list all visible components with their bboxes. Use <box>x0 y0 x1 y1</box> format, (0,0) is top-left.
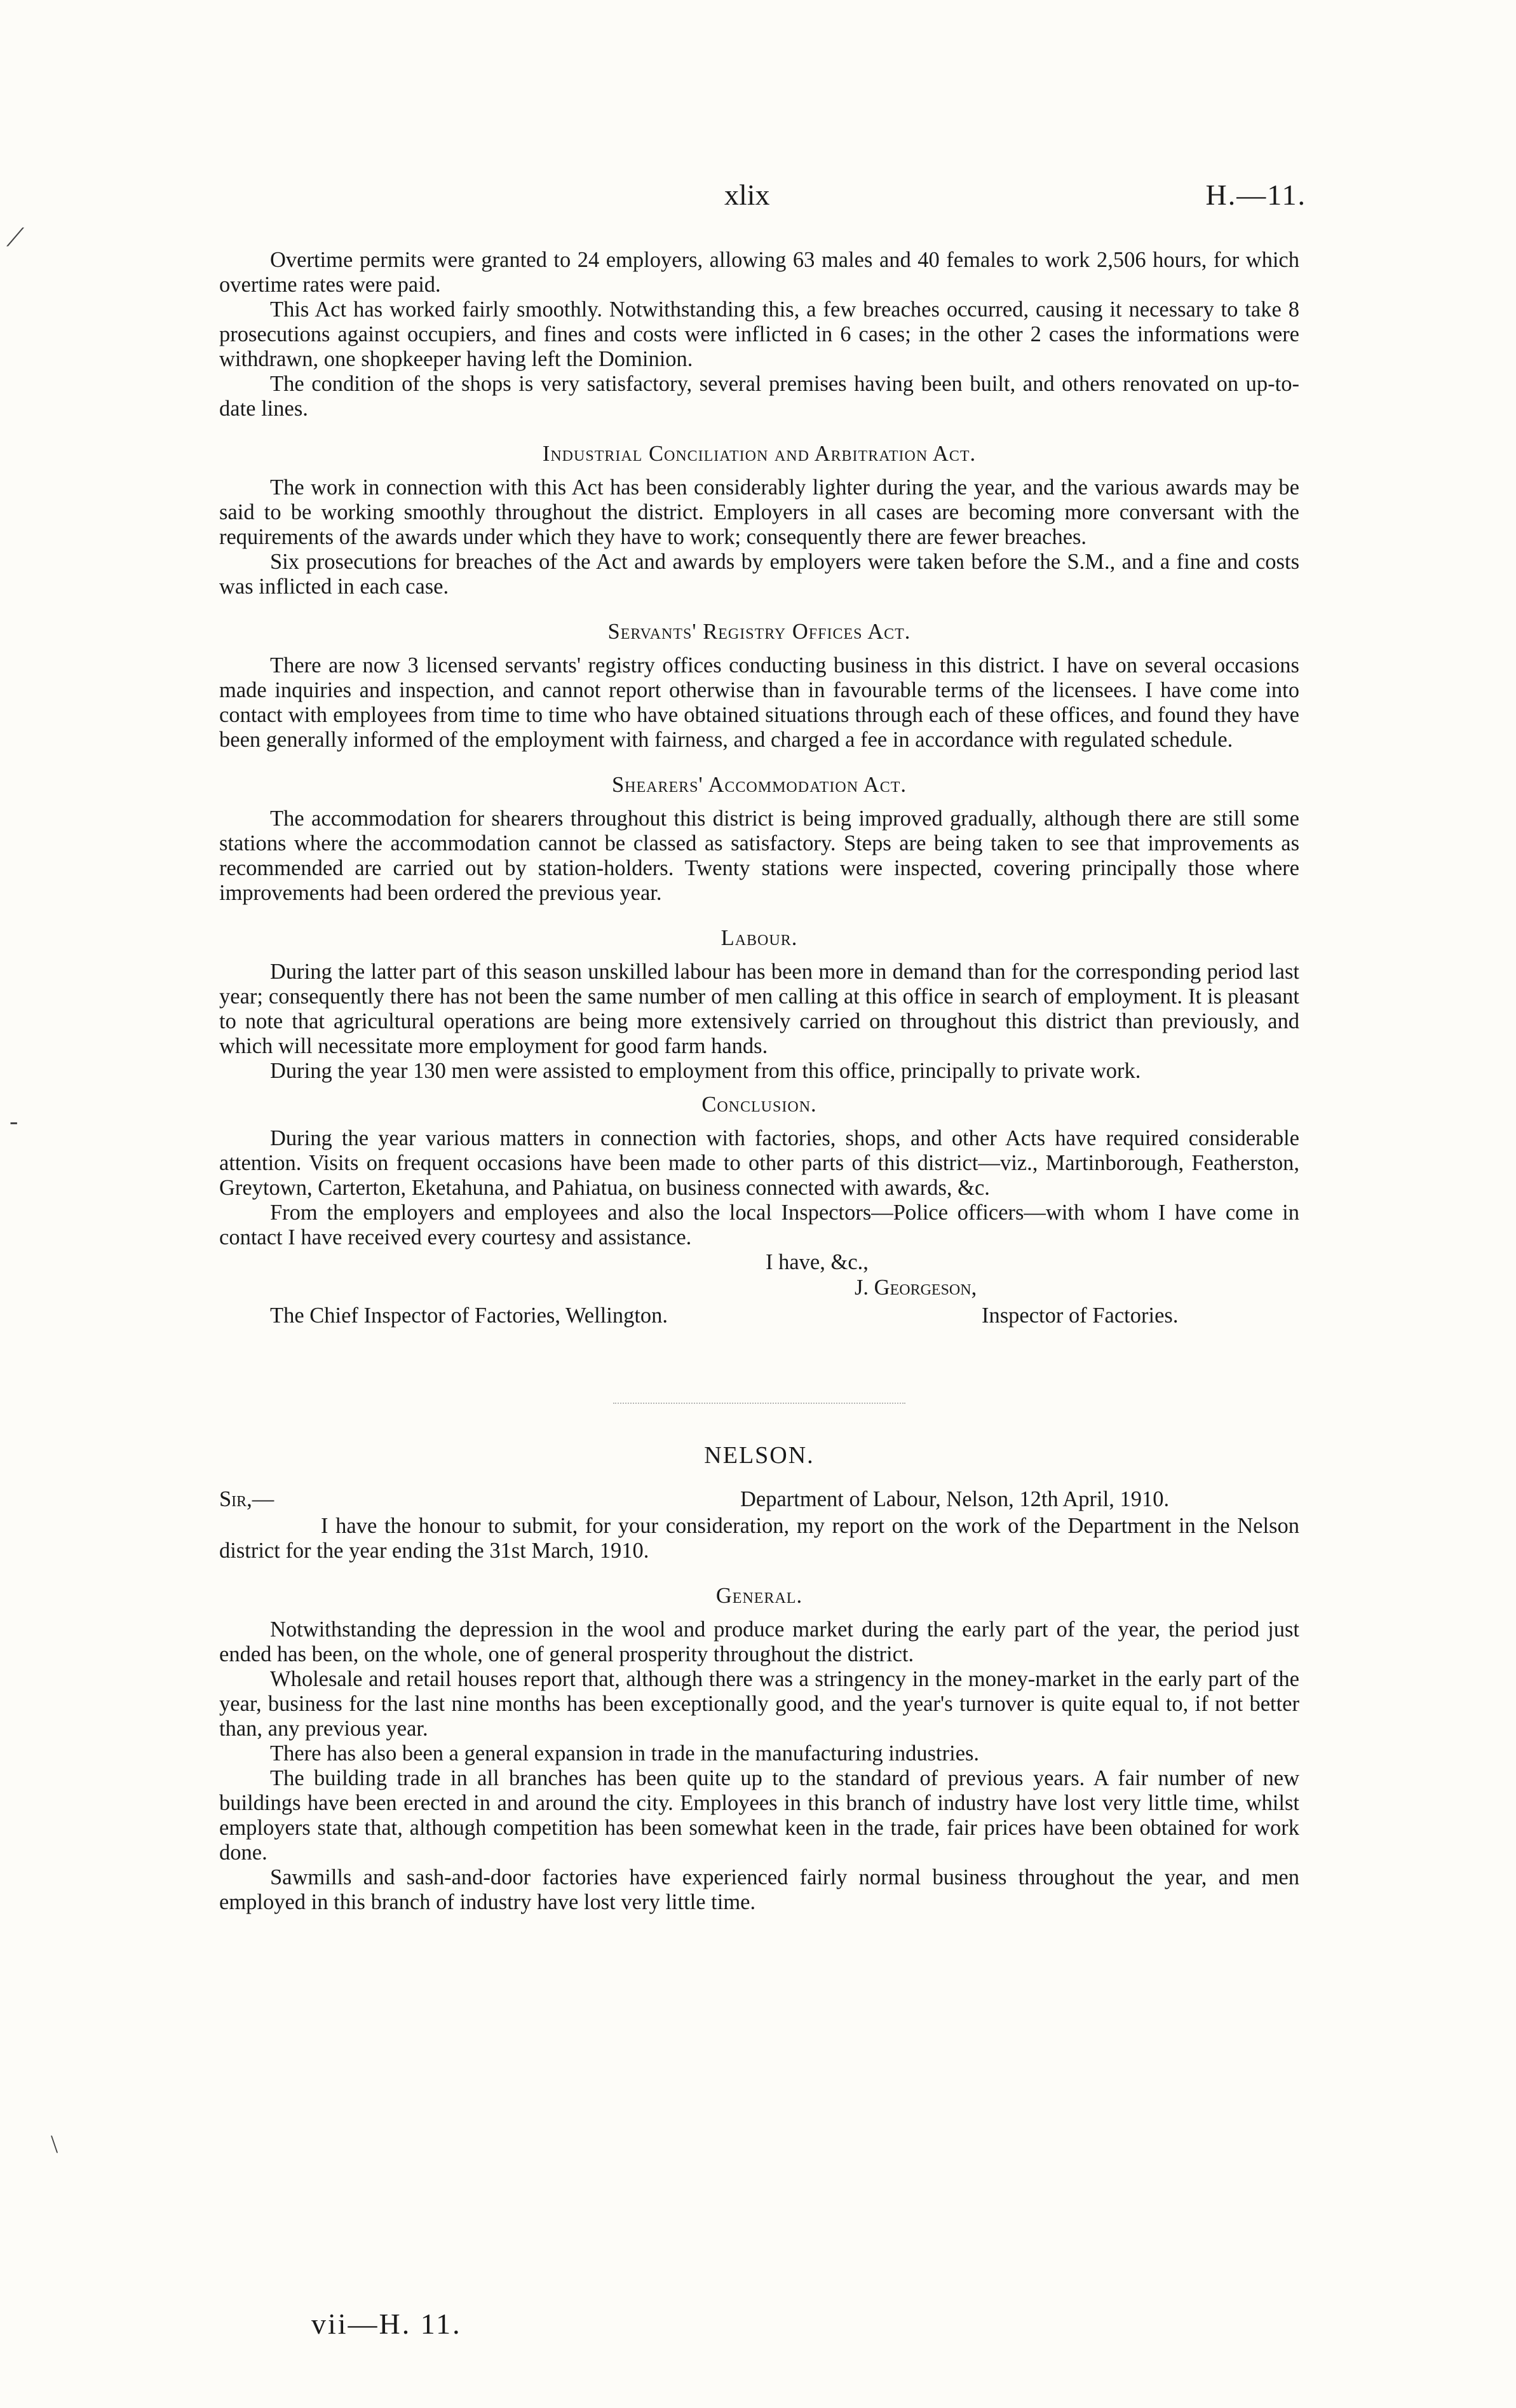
paragraph: This Act has worked fairly smoothly. Notwithstanding this, a few breaches occurred, causing it necessary to take 8 prosecutions against occupiers, and fines and costs were inflicted in 6 cases; in the other 2 cases the informations were withdrawn, one shopkeeper having left the Dominion. <box>219 297 1299 371</box>
paragraph: Wholesale and retail houses report that, although there was a stringency in the money-market in the early part of the year, business for the last nine months has been exceptionally good, and the year's turnover is quite equal to, if not better than, any previous year. <box>219 1667 1299 1741</box>
paragraph: From the employers and employees and also the local Inspectors—Police officers—with whom I have come in contact I have received every courtesy and assistance. <box>219 1201 1299 1249</box>
paragraph: I have the honour to submit, for your consideration, my report on the work of the Department in the Nelson district for the year ending the 31st March, 1910. <box>219 1514 1299 1563</box>
paragraph: Overtime permits were granted to 24 employers, allowing 63 males and 40 females to work 2,506 hours, for which overtime rates were paid. <box>219 248 1299 297</box>
paragraph: The condition of the shops is very satisfactory, several premises having been built, and others renovated on up-to-date lines. <box>219 372 1299 421</box>
printer-signature-mark: vii—H. 11. <box>311 2308 462 2340</box>
page-header <box>0 178 1516 229</box>
margin-pencil-mark: - <box>10 1106 18 1135</box>
section-heading: Industrial Conciliation and Arbitration Act. <box>542 442 977 466</box>
signature-title: Inspector of Factories. <box>982 1303 1179 1328</box>
section-heading: Conclusion. <box>701 1092 817 1117</box>
report-body <box>219 248 1299 1915</box>
signature-recipient: The Chief Inspector of Factories, Wellington. <box>270 1303 668 1328</box>
section-heading: General. <box>715 1584 803 1608</box>
section-divider <box>613 1403 905 1405</box>
paragraph: The accommodation for shearers throughout this district is being improved gradually, although there are still some stations where the accommodation cannot be classed as satisfactory. Steps are being taken to see that improvements as recommended are carried out by station-holders. Twenty stations were inspected, covering principally those where improvements had been ordered the previous year. <box>219 806 1299 905</box>
section-heading: Labour. <box>721 926 798 950</box>
paragraph: During the year various matters in connection with factories, shops, and other Acts have required considerable attention. Visits on frequent occasions have been made to other parts of this district—viz., Martinborough, Featherston, Greytown, Carterton, Eketahuna, and Pahiatua, on business connected with awards, &c. <box>219 1126 1299 1200</box>
margin-pencil-mark: \ <box>51 2130 58 2158</box>
paragraph: There has also been a general expansion in trade in the manufacturing industries. <box>270 1741 980 1765</box>
signature-block <box>219 1250 1299 1377</box>
paragraph: There are now 3 licensed servants' registry offices conducting business in this district. I have on several occasions made inquiries and inspection, and cannot report otherwise than in favourable terms of the licensees. I have come into contact with employees from time to time who have obtained situations through each of these offices, and found they have been generally informed of the employment with fairness, and charged a fee in accordance with regulated schedule. <box>219 653 1299 752</box>
section-heading: Servants' Registry Offices Act. <box>607 620 911 644</box>
margin-pencil-mark: ⟋ <box>6 223 24 252</box>
dateline: Department of Labour, Nelson, 12th April, 1910. <box>740 1487 1170 1511</box>
document-reference: H.—11. <box>1205 179 1306 211</box>
paragraph: Sawmills and sash-and-door factories have experienced fairly normal business throughout the year, and men employed in this branch of industry have lost very little time. <box>219 1865 1299 1914</box>
paragraph: During the year 130 men were assisted to employment from this office, principally to private work. <box>270 1059 1141 1083</box>
page-folio: xlix <box>724 179 770 211</box>
district-title: NELSON. <box>704 1442 815 1469</box>
signature-closing: I have, &c., <box>766 1250 869 1274</box>
dateline-row <box>219 1487 1299 1514</box>
paragraph: The work in connection with this Act has been considerably lighter during the year, and the various awards may be said to be working smoothly throughout the district. Employers in all cases are becoming more conversant with the requirements of the awards under which they have to work; consequently there are fewer breaches. <box>219 475 1299 549</box>
paragraph: Six prosecutions for breaches of the Act and awards by employers were taken before the S.M., and a fine and costs was inflicted in each case. <box>219 550 1299 599</box>
signature-name: J. Georgeson, <box>855 1275 977 1300</box>
salutation: Sir,— <box>219 1487 274 1511</box>
section-heading: Shearers' Accommodation Act. <box>612 773 907 797</box>
paragraph: During the latter part of this season unskilled labour has been more in demand than for the corresponding period last year; consequently there has not been the same number of men calling at this office in search of employment. It is pleasant to note that agricultural operations are being more extensively carried on throughout this district than previously, and which will necessitate more employment for good farm hands. <box>219 960 1299 1058</box>
paragraph: The building trade in all branches has been quite up to the standard of previous years. A fair number of new buildings have been erected in and around the city. Employees in this branch of industry have lost very little time, whilst employers state that, although competition has been somewhat keen in the trade, fair prices have been obtained for work done. <box>219 1766 1299 1865</box>
paragraph: Notwithstanding the depression in the wool and produce market during the early part of the year, the period just ended has been, on the whole, one of general prosperity throughout the district. <box>219 1617 1299 1666</box>
